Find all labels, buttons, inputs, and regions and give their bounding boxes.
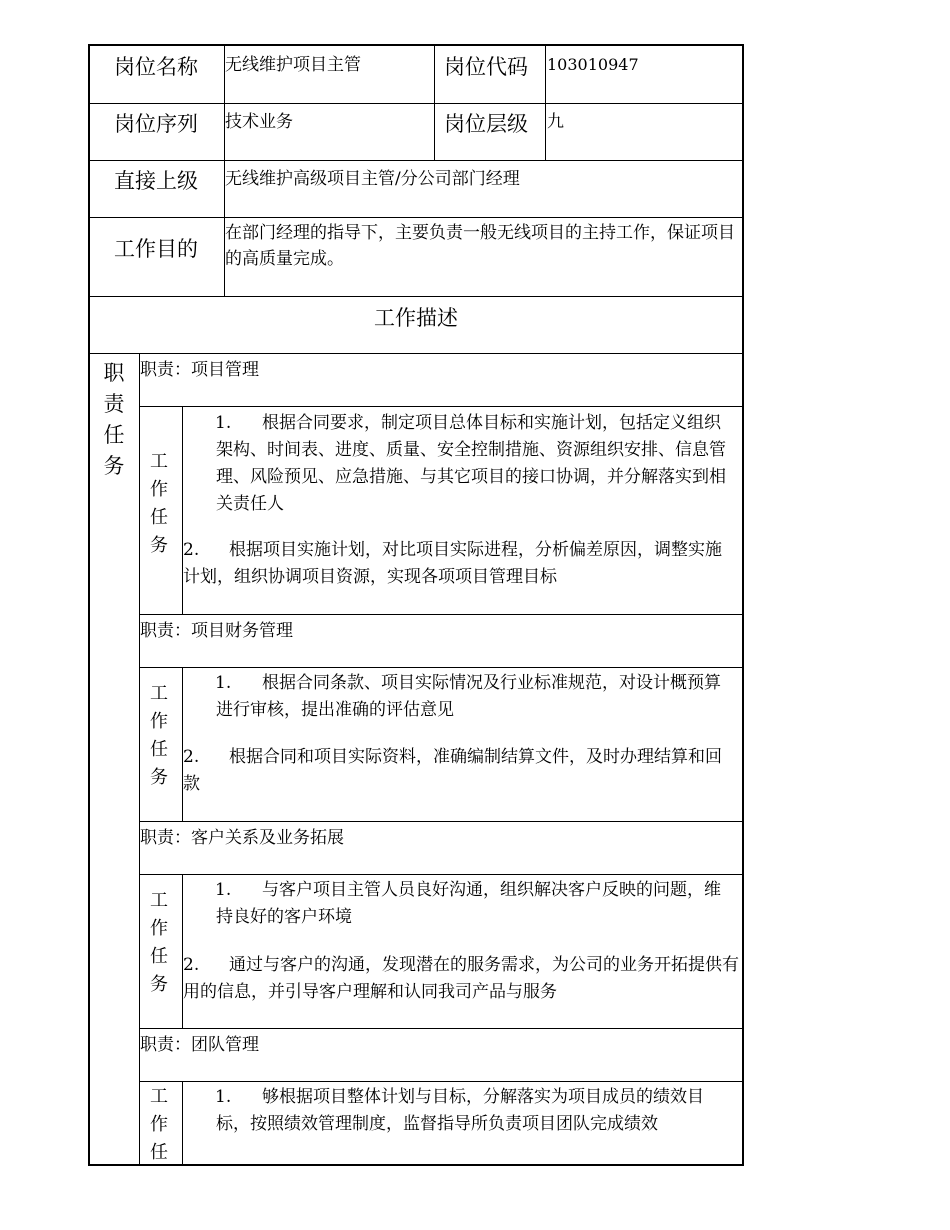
row-divider (88, 296, 744, 297)
task-number: 1. (215, 1087, 232, 1107)
table-border-left (88, 44, 90, 1166)
task-number: 1. (215, 673, 232, 693)
column-divider (545, 44, 546, 160)
task-number: 2. (183, 747, 200, 767)
column-divider (182, 1081, 183, 1165)
position-code-value: 103010947 (547, 55, 639, 74)
task-side-char: 工 (150, 683, 168, 704)
sequence-label: 岗位序列 (114, 112, 198, 136)
task-text: 根据项目实施计划，对比项目实际进程，分析偏差原因，调整实施计划，组织协调项目资源，实现各项项目管理目标 (183, 540, 722, 587)
level-value: 九 (547, 112, 564, 132)
row-divider (88, 217, 744, 218)
row-divider (88, 353, 744, 354)
task-side-char: 作 (150, 918, 168, 939)
task-side-char: 任 (150, 946, 168, 967)
table-border-bottom (88, 1164, 744, 1166)
position-name-value: 无线维护项目主管 (225, 55, 361, 75)
task-side-char: 工 (150, 1086, 168, 1107)
task-side-char: 务 (150, 535, 168, 556)
task-item (183, 952, 739, 1006)
duties-side-char: 务 (103, 454, 125, 478)
task-number: 1. (215, 880, 232, 900)
table-border-right (742, 44, 744, 1166)
duties-side-label (92, 358, 136, 482)
task-text: 够根据项目整体计划与目标，分解落实为项目成员的绩效目标，按照绩效管理制度，监督指导所负责项目团队完成绩效 (216, 1087, 704, 1134)
row-divider (88, 160, 744, 161)
task-side-char: 作 (150, 1114, 168, 1135)
duty-title: 职责：项目财务管理 (140, 621, 293, 641)
row-divider (88, 103, 744, 104)
task-number: 2. (183, 955, 200, 975)
superior-label: 直接上级 (114, 169, 198, 193)
sequence-value: 技术业务 (225, 112, 293, 132)
duties-side-char: 任 (103, 423, 125, 447)
task-side-char: 作 (150, 711, 168, 732)
table-border-top (88, 44, 744, 46)
task-text: 根据合同条款、项目实际情况及行业标准规范，对设计概预算进行审核，提出准确的评估意见 (216, 673, 721, 720)
purpose-label: 工作目的 (114, 237, 198, 261)
task-side-char: 务 (150, 974, 168, 995)
row-divider (139, 1081, 744, 1082)
task-side-label (142, 448, 176, 560)
task-side-char: 工 (150, 451, 168, 472)
task-text: 与客户项目主管人员良好沟通，组织解决客户反映的问题，维持良好的客户环境 (216, 880, 721, 927)
task-text: 根据合同要求，制定项目总体目标和实施计划，包括定义组织架构、时间表、进度、质量、安全控制措施、资源组织安排、信息管理、风险预见、应急措施、与其它项目的接口协调，并分解落实到相关责任人 (216, 413, 726, 514)
purpose-value: 在部门经理的指导下，主要负责一般无线项目的主持工作，保证项目的高质量完成。 (225, 223, 735, 269)
task-number: 2. (183, 540, 200, 560)
task-side-char: 工 (150, 890, 168, 911)
row-divider (139, 821, 744, 822)
task-side-label (142, 680, 176, 792)
task-side-char: 任 (150, 1142, 168, 1163)
task-side-label (142, 887, 176, 999)
position-name-label: 岗位名称 (114, 55, 198, 79)
task-side-char: 务 (150, 767, 168, 788)
task-side-char: 任 (150, 739, 168, 760)
duty-title: 职责：团队管理 (140, 1035, 259, 1055)
description-title: 工作描述 (374, 306, 458, 330)
task-text: 根据合同和项目实际资料，准确编制结算文件，及时办理结算和回款 (183, 747, 722, 794)
duties-side-char: 职 (103, 361, 125, 385)
task-item (183, 744, 735, 798)
column-divider (434, 44, 435, 160)
task-side-char: 任 (150, 507, 168, 528)
level-label: 岗位层级 (444, 112, 528, 136)
superior-value: 无线维护高级项目主管/分公司部门经理 (225, 169, 520, 189)
task-text: 通过与客户的沟通，发现潜在的服务需求，为公司的业务开拓提供有用的信息，并引导客户理解和认同我司产品与服务 (183, 955, 739, 1002)
row-divider (139, 614, 744, 615)
row-divider (139, 667, 744, 668)
duty-title: 职责：项目管理 (140, 360, 259, 380)
row-divider (139, 1028, 744, 1029)
task-number: 1. (215, 413, 232, 433)
duty-title: 职责：客户关系及业务拓展 (140, 828, 344, 848)
task-side-char: 作 (150, 479, 168, 500)
row-divider (139, 406, 744, 407)
task-side-label (142, 1083, 176, 1163)
position-code-label: 岗位代码 (444, 55, 528, 79)
task-item (183, 537, 735, 591)
row-divider (139, 874, 744, 875)
duties-side-char: 责 (103, 392, 125, 416)
